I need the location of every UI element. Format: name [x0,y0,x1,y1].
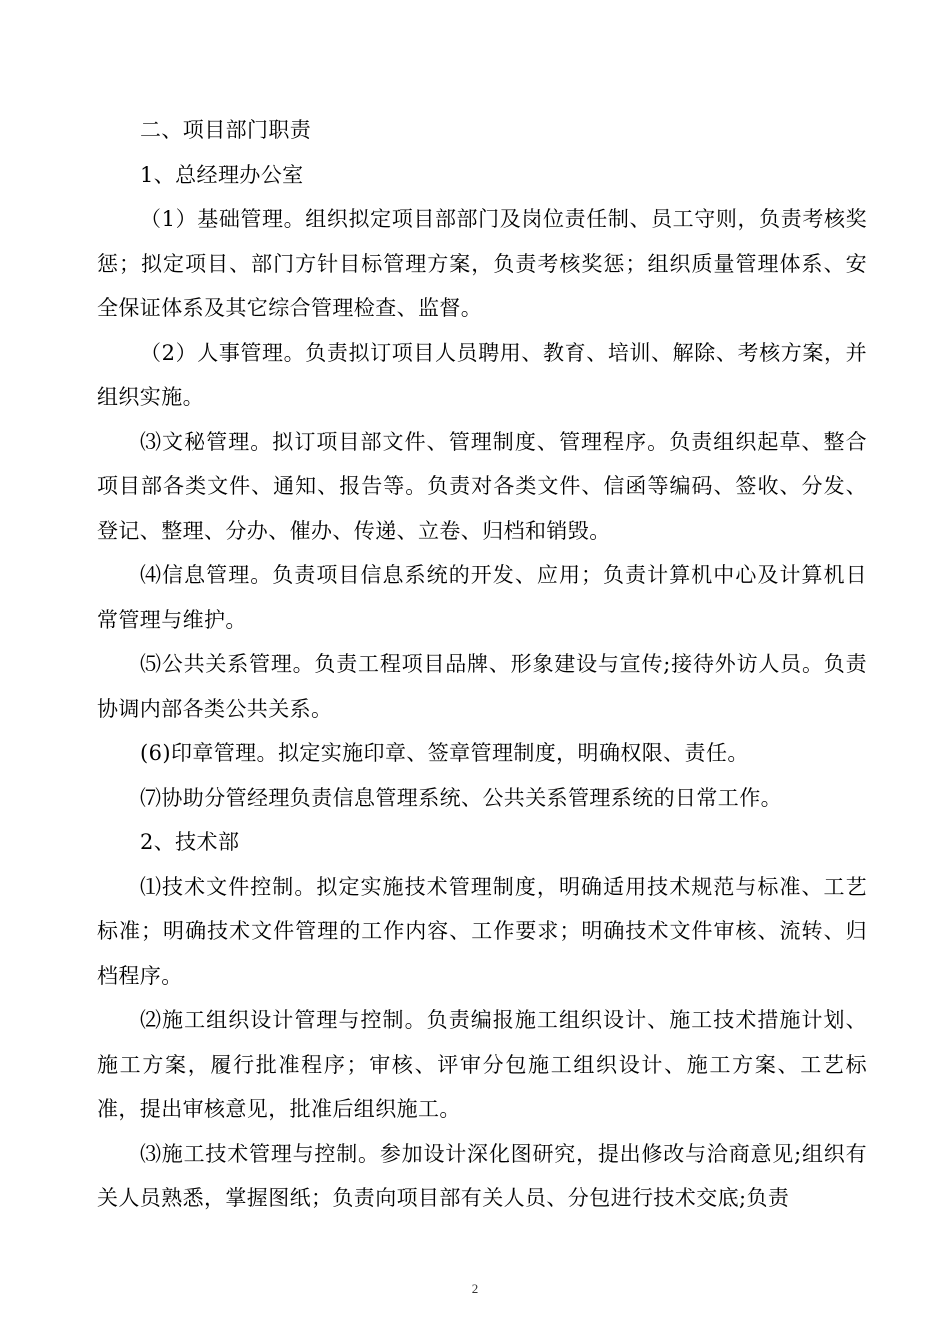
paragraph-information-management: ⑷信息管理。负责项目信息系统的开发、应用；负责计算机中心及计算机日常管理与维护。 [97,563,867,632]
paragraph-assist-manager: ⑺协助分管经理负责信息管理系统、公共关系管理系统的日常工作。 [140,785,782,810]
paragraph-construction-design-management: ⑵施工组织设计管理与控制。负责编报施工组织设计、施工技术措施计划、施工方案，履行批准程序；审核、评审分包施工组织设计、施工方案、工艺标准，提出审核意见，批准后组织施工。 [97,1008,867,1121]
subsection-heading-office: 1、总经理办公室 [140,162,304,187]
section-heading: 二、项目部门职责 [140,118,312,142]
paragraph-public-relations: ⑸公共关系管理。负责工程项目品牌、形象建设与宣传;接待外访人员。负责协调内部各类公共关系。 [97,652,867,721]
paragraph-basic-management: （1）基础管理。组织拟定项目部部门及岗位责任制、员工守则，负责考核奖惩；拟定项目、部门方针目标管理方案，负责考核奖惩；组织质量管理体系、安全保证体系及其它综合管理检查、监督。 [97,207,867,320]
document-page [97,108,867,1221]
subsection-heading-technical: 2、技术部 [140,830,240,854]
paragraph-seal-management: (6)印章管理。拟定实施印章、签章管理制度，明确权限、责任。 [140,741,749,765]
paragraph-technical-document-control: ⑴技术文件控制。拟定实施技术管理制度，明确适用技术规范与标准、工艺标准；明确技术文件管理的工作内容、工作要求；明确技术文件审核、流转、归档程序。 [97,874,867,988]
paragraph-construction-technical-management: ⑶施工技术管理与控制。参加设计深化图研究，提出修改与洽商意见;组织有关人员熟悉，掌握图纸；负责向项目部有关人员、分包进行技术交底;负责 [97,1141,867,1210]
page-number: 2 [471,1281,479,1296]
paragraph-secretarial-management: ⑶文秘管理。拟订项目部文件、管理制度、管理程序。负责组织起草、整合项目部各类文件、通知、报告等。负责对各类文件、信函等编码、签收、分发、登记、整理、分办、催办、传递、立卷、归档和销毁。 [97,429,867,543]
paragraph-personnel-management: （2）人事管理。负责拟订项目人员聘用、教育、培训、解除、考核方案，并组织实施。 [97,340,867,409]
